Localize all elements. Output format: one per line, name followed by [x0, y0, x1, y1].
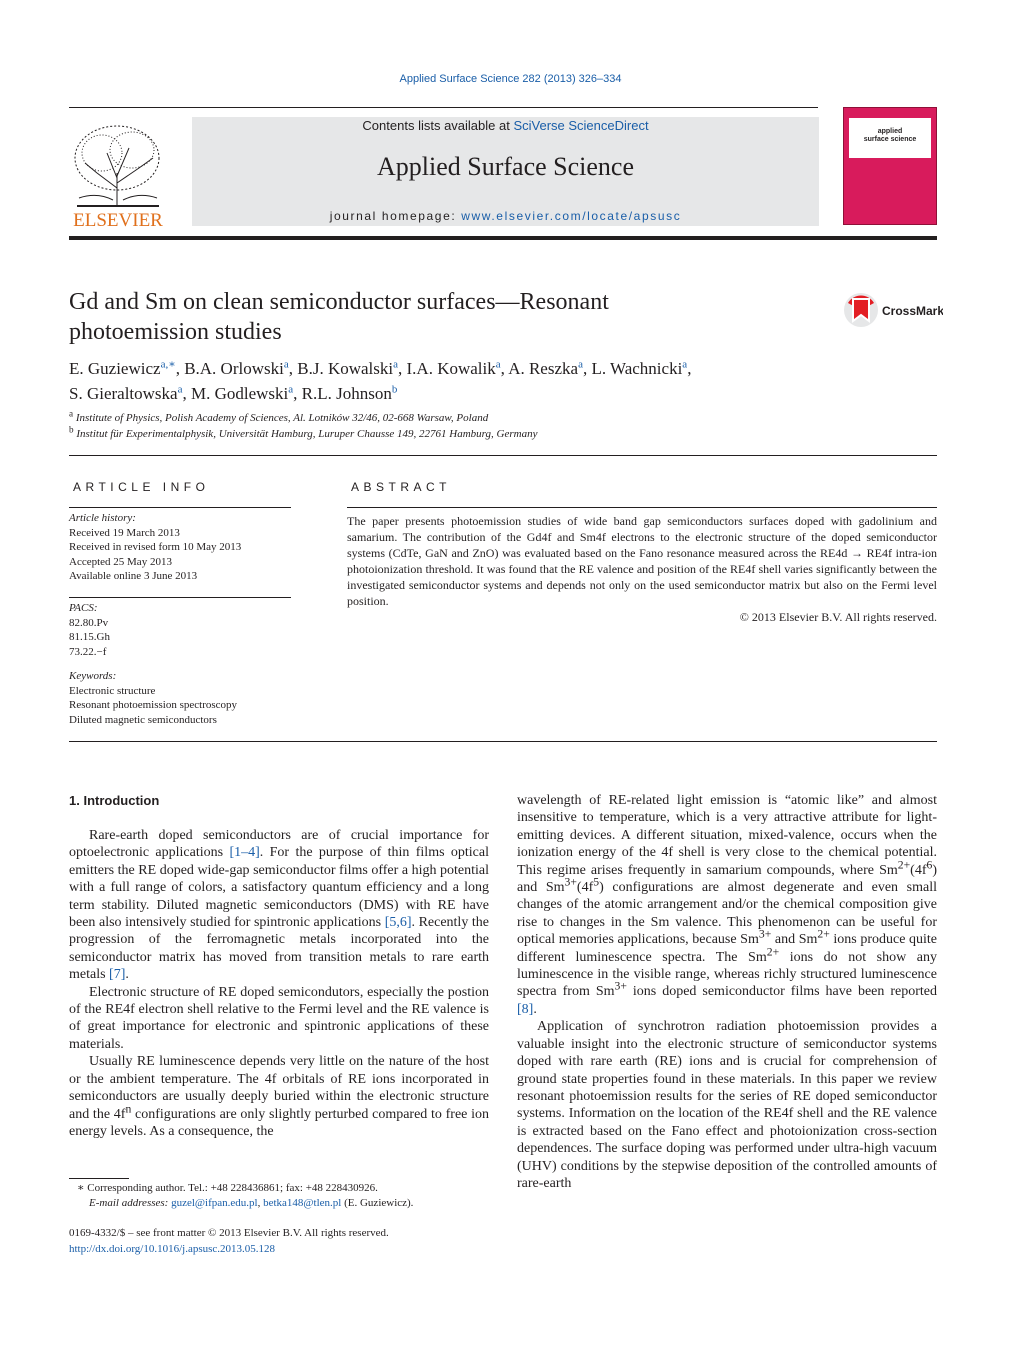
front-matter-rule [69, 741, 937, 742]
footnote-star: ∗ [77, 1182, 85, 1194]
author-affiliation-mark[interactable]: b [391, 383, 398, 396]
author-affiliation-mark[interactable]: a,∗ [160, 358, 176, 371]
info-rule-1 [69, 507, 291, 508]
author-name[interactable]: L. Wachnicki [591, 359, 683, 378]
keywords-label: Keywords: [69, 670, 117, 682]
keywords-block [69, 669, 291, 727]
email-label: E-mail addresses: [89, 1197, 169, 1209]
affiliation-text: Institute of Physics, Polish Academy of Sciences, Al. Lotników 32/46, 02-668 Warsaw, Poland [75, 412, 489, 424]
pacs-item: 81.15.Gh [69, 631, 110, 643]
abstract-paragraph: The paper presents photoemission studies of wide band gap semiconductors surfaces doped with gadolinium and samarium. The contribution of the Gd4f and Sm4f electrons to the electronic structure of the doped semiconductor systems (CdTe, GaN and ZnO) was evaluated based on the Fano resonance measured across the RE4d → RE4f intra-ion photoionization threshold. It was found that the RE valence and position of the RE4f shell varies significantly between the investigated semiconductor systems and depends not only on the used semiconductor matrix but also on the Fermi level position. [347, 514, 937, 608]
header-thick-rule [69, 236, 937, 240]
author-affiliation-mark[interactable]: a [578, 358, 583, 371]
citation-link[interactable]: [1–4] [229, 845, 260, 861]
author-name[interactable]: S. Gieraltowska [69, 384, 178, 403]
elsevier-tree-icon [67, 118, 169, 230]
journal-reference[interactable]: Applied Surface Science 282 (2013) 326–334 [399, 73, 622, 85]
pacs-item: 82.80.Pv [69, 616, 109, 629]
article-title [69, 287, 789, 347]
affiliation [69, 410, 929, 426]
paragraph: Usually RE luminescence depends very little on the nature of the host or the ambient temperature. The 4f orbitals of RE ions incorporated in semiconductors are usually deeply buried within the electronic structure and the $4f^n$ configurations are only slightly perturbed compared to free ion energy levels. As a consequence, the [69, 1054, 489, 1139]
body-column-right [517, 792, 937, 1192]
elsevier-logo [67, 118, 169, 230]
history-item: Received in revised form 10 May 2013 [69, 541, 242, 553]
author-affiliation-mark[interactable]: a [682, 358, 688, 371]
paragraph: Application of synchrotron radiation photoemission provides a valuable insight into the electronic structure of semiconductor systems doped with rare earth (RE) ions and is crucial for comprehension of ground state properties found in these materials. In this paper we review resonant photoemission results for the series of RE doped semiconductor systems. Information on the location of the RE4f shell and the RE valence is extracted based on the Fano effect and photoionization cross-section dependences. The surface doping was performed under ultra-high vacuum (UHV) conditions by the stepwise deposition of the controlled amounts of rare-earth [517, 1019, 937, 1191]
footnote-rule [69, 1178, 129, 1179]
crossmark-label: CrossMark [882, 304, 943, 318]
affiliation [69, 426, 929, 442]
body-column-left [69, 827, 489, 1140]
section-heading-introduction: 1. Introduction [69, 793, 160, 808]
affiliation-rule [69, 455, 937, 456]
keyword-item: Resonant photoemission spectroscopy [69, 699, 238, 711]
crossmark-badge[interactable] [843, 291, 943, 329]
author-separator: , [398, 359, 407, 378]
author-separator: , [293, 384, 302, 403]
corresponding-author-footnote: ∗ Corresponding author. Tel.: +48 228436861; fax: +48 228430926. E-mail addresses: guzel@ifpan.edu.pl, betka148@tlen.pl (E. Guziewicz). [77, 1182, 414, 1209]
author-list [69, 356, 869, 406]
author-affiliation-mark[interactable]: a [393, 358, 398, 371]
page-footer [69, 1225, 499, 1257]
history-item: Available online 3 June 2013 [69, 570, 198, 582]
cover-title-line2: surface science [863, 136, 917, 143]
paragraph: Rare-earth doped semiconductors are of crucial importance for optoelectronic applications [1–4]. For the purpose of thin films optical emitters the RE doped wide-gap semiconductor films offer a high potential with a full range of colors, a satisfactory quantum efficiency and a long term stability. Diluted magnetic semiconductors (DMS) with RE have been also intensively studied for spintronic applications [5,6]. Recently the progression of the ferromagnetic metals incorporated into the semiconductor matrix has moved from transition metals to rare earth metals [7]. [69, 828, 489, 983]
article-title-line1: Gd and Sm on clean semiconductor surfaces—Resonant [69, 289, 609, 315]
sciencedirect-link[interactable]: SciVerse ScienceDirect [513, 118, 649, 133]
abstract-copyright: © 2013 Elsevier B.V. All rights reserved. [739, 610, 937, 624]
citation-link[interactable]: [8] [517, 1001, 534, 1017]
author-affiliation-mark[interactable]: a [177, 383, 183, 396]
author-separator: , [175, 359, 185, 378]
journal-cover[interactable] [843, 107, 937, 225]
keyword-item: Electronic structure [69, 684, 156, 697]
author-separator: , [288, 359, 298, 378]
abstract-rule [347, 507, 937, 508]
issn-line: 0169-4332/$ – see front matter © 2013 Elsevier B.V. All rights reserved. [69, 1227, 389, 1239]
info-rule-2 [69, 597, 291, 598]
author-name[interactable]: A. Reszka [508, 359, 579, 378]
affiliations [69, 410, 929, 442]
contents-prefix: Contents lists available at [362, 118, 514, 133]
author-name[interactable]: B.J. Kowalski [297, 359, 394, 378]
email-link[interactable]: guzel@ifpan.edu.pl [171, 1197, 258, 1209]
affiliation-text: Institut für Experimentalphysik, Universität Hamburg, Luruper Chausse 149, 22761 Hamburg, Germany [76, 428, 538, 440]
affiliation-mark: a [69, 408, 74, 419]
top-rule [69, 107, 818, 108]
author-affiliation-mark[interactable]: a [288, 383, 294, 396]
history-label: Article history: [69, 512, 136, 524]
author-affiliation-mark[interactable]: a [495, 358, 501, 371]
keyword-item: Diluted magnetic semiconductors [69, 713, 217, 726]
pacs-item: 73.22.−f [69, 645, 107, 658]
footnote-text: Corresponding author. Tel.: +48 228436861; fax: +48 228430926. [84, 1182, 378, 1194]
history-item: Received 19 March 2013 [69, 526, 180, 539]
author-name[interactable]: R.L. Johnson [301, 384, 392, 403]
history-item: Accepted 25 May 2013 [69, 555, 172, 568]
citation-link[interactable]: [5,6] [384, 915, 412, 931]
crossmark-icon [843, 291, 943, 329]
doi-link[interactable]: http://dx.doi.org/10.1016/j.apsusc.2013.05.128 [69, 1243, 276, 1255]
author-separator: , [687, 359, 692, 378]
paragraph: Electronic structure of RE doped semicondutors, especially the postion of the RE4f electron shell relative to the Fermi level and the RE valence is of great importance for electronic and spintronic applications of these materials. [69, 984, 489, 1052]
cover-title-line1: applied [877, 128, 903, 135]
abstract-heading: ABSTRACT [351, 480, 452, 494]
elsevier-wordmark: ELSEVIER [73, 210, 163, 230]
author-separator: , [500, 359, 509, 378]
author-separator: , [182, 384, 191, 403]
author-affiliation-mark[interactable]: a [283, 358, 289, 371]
article-info-heading: ARTICLE INFO [73, 480, 210, 494]
contents-line [192, 118, 819, 133]
author-name[interactable]: E. Guziewicz [69, 359, 161, 378]
homepage-prefix: journal homepage: [329, 209, 462, 223]
abstract-body [347, 513, 937, 625]
homepage-link[interactable]: www.elsevier.com/locate/apsusc [461, 209, 682, 223]
paragraph: wavelength of RE-related light emission is “atomic like” and almost insensitive to temperature, which is a very attractive attribute for light-emitting devices. A different situation, mixed-valence, occurs when the ionization energy of the 4f shell is very close to the chemical potential. This regime arises frequently in samarium compounds, where $Sm^{2+}(4f^6)$ and $Sm^{3+}(4f^5)$ configurations are almost degenerate and even small changes of the atomic arrangement and/or the chemical composition give rise to changes in the Sm valence. This phenomenon can be useful for optical memories applications, because $Sm^{3+}$ and $Sm^{2+}$ ions produce quite different luminescence spectra. The $Sm^{2+}$ ions do not show any luminescence in the visible range, whereas richly structured luminescence spectra from $Sm^{3+}$ ions doped semiconductor films have been reported [8]. [517, 793, 938, 1017]
journal-title: Applied Surface Science [376, 152, 634, 181]
pacs-label: PACS: [69, 602, 98, 614]
cover-title [849, 118, 931, 158]
affiliation-mark: b [69, 424, 74, 435]
author-name[interactable]: I.A. Kowalik [406, 359, 496, 378]
pacs-block [69, 601, 291, 659]
email-link[interactable]: betka148@tlen.pl [263, 1197, 342, 1209]
author-separator: , [582, 359, 592, 378]
journal-homepage [192, 209, 819, 223]
article-title-line2: photoemission studies [69, 319, 282, 345]
author-name[interactable]: B.A. Orlowski [184, 359, 284, 378]
citation-link[interactable]: [7] [109, 967, 126, 983]
author-name[interactable]: M. Godlewski [190, 384, 289, 403]
article-history [69, 511, 291, 584]
